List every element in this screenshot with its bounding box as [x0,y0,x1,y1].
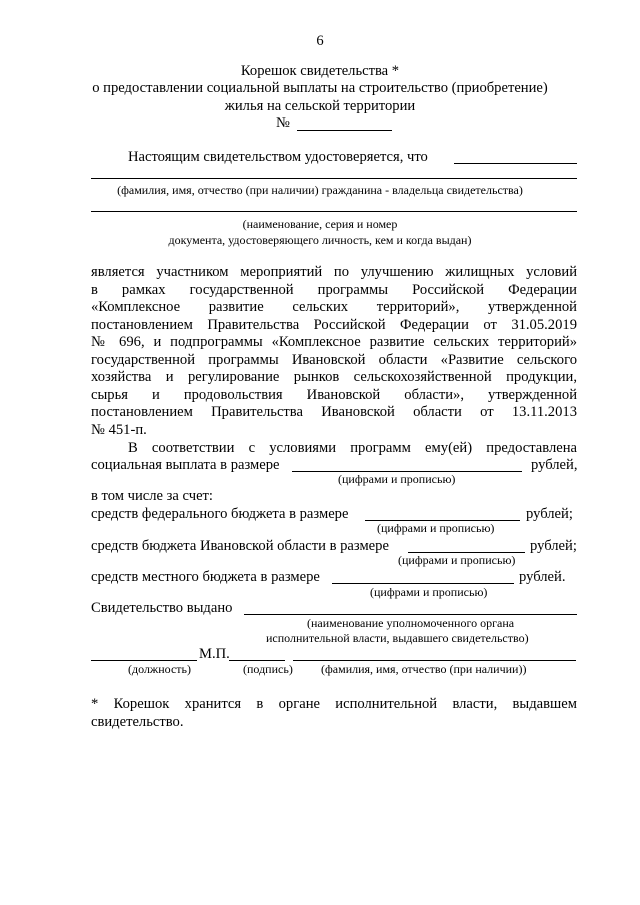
doc-subtitle-line-2: жилья на сельской территории [224,98,416,114]
number-field-line [297,130,392,131]
local-budget-label: средств местного бюджета в размере [91,569,320,585]
regional-budget-currency: рублей; [530,538,577,554]
including-label: в том числе за счет: [91,488,213,504]
issued-by-caption-2: исполнительной власти, выдавшего свидетельство) [266,631,529,645]
body-line: «Комплексное развитие сельских территорий», утвержденной [91,299,577,315]
issued-by-label: Свидетельство выдано [91,600,233,616]
social-payment-caption: (цифрами и прописью) [338,472,456,486]
identity-document-line [91,211,577,212]
full-name-caption: (фамилия, имя, отчество (при наличии)) [321,662,527,676]
issued-by-line [244,614,577,615]
body-line: хозяйства и регулирование рынков сельскохозяйственной продукции, [91,369,577,385]
full-name-line [293,660,576,661]
social-payment-label: социальная выплата в размере [91,457,280,473]
federal-budget-currency: рублей; [526,506,573,522]
identity-document-caption-2: документа, удостоверяющего личность, кем и когда выдан) [168,233,472,247]
owner-fio-line [91,178,577,179]
identity-document-caption-1: (наименование, серия и номер [242,217,398,231]
body-line: сырья и продовольствия Ивановской области», утвержденной [91,387,577,403]
signature-caption: (подпись) [243,662,293,676]
position-caption: (должность) [128,662,191,676]
payment-intro: В соответствии с условиями программ ему(ей) предоставлена [128,440,577,456]
social-payment-currency: рублей, [531,457,578,473]
body-line: является участником мероприятий по улучшению жилищных условий [91,264,577,280]
regional-budget-label: средств бюджета Ивановской области в размере [91,538,389,554]
local-budget-amount-line [332,583,514,584]
local-budget-caption: (цифрами и прописью) [370,585,488,599]
certify-text: Настоящим свидетельством удостоверяется, что [128,149,428,165]
signature-line [229,660,285,661]
number-label: № [276,115,290,131]
owner-fio-caption: (фамилия, имя, отчество (при наличии) гражданина - владельца свидетельства) [117,183,523,197]
federal-budget-caption: (цифрами и прописью) [377,521,495,535]
federal-budget-label: средств федерального бюджета в размере [91,506,349,522]
footnote-line-2: свидетельство. [91,714,184,730]
doc-subtitle-line-1: о предоставлении социальной выплаты на строительство (приобретение) [92,80,548,96]
position-line [91,660,197,661]
body-line-last: № 451-п. [91,422,147,438]
body-line: № 696, и подпрограммы «Комплексное развитие сельских территорий» [91,334,577,350]
certify-field-line [454,163,577,164]
body-line: постановлением Правительства Российской Федерации от 31.05.2019 [91,317,577,333]
body-line: государственной программы Ивановской области «Развитие сельского [91,352,577,368]
doc-title: Корешок свидетельства * [240,63,400,79]
stamp-label: М.П. [199,646,230,662]
body-line: постановлением Правительства Ивановской области от 13.11.2013 [91,404,577,420]
body-line: в рамках государственной программы Российской Федерации [91,282,577,298]
issued-by-caption-1: (наименование уполномоченного органа [307,616,515,630]
local-budget-currency: рублей. [519,569,566,585]
page-number: 6 [316,33,324,49]
footnote-line-1: * Корешок хранится в органе исполнительной власти, выдавшем [91,696,577,712]
regional-budget-caption: (цифрами и прописью) [398,553,516,567]
